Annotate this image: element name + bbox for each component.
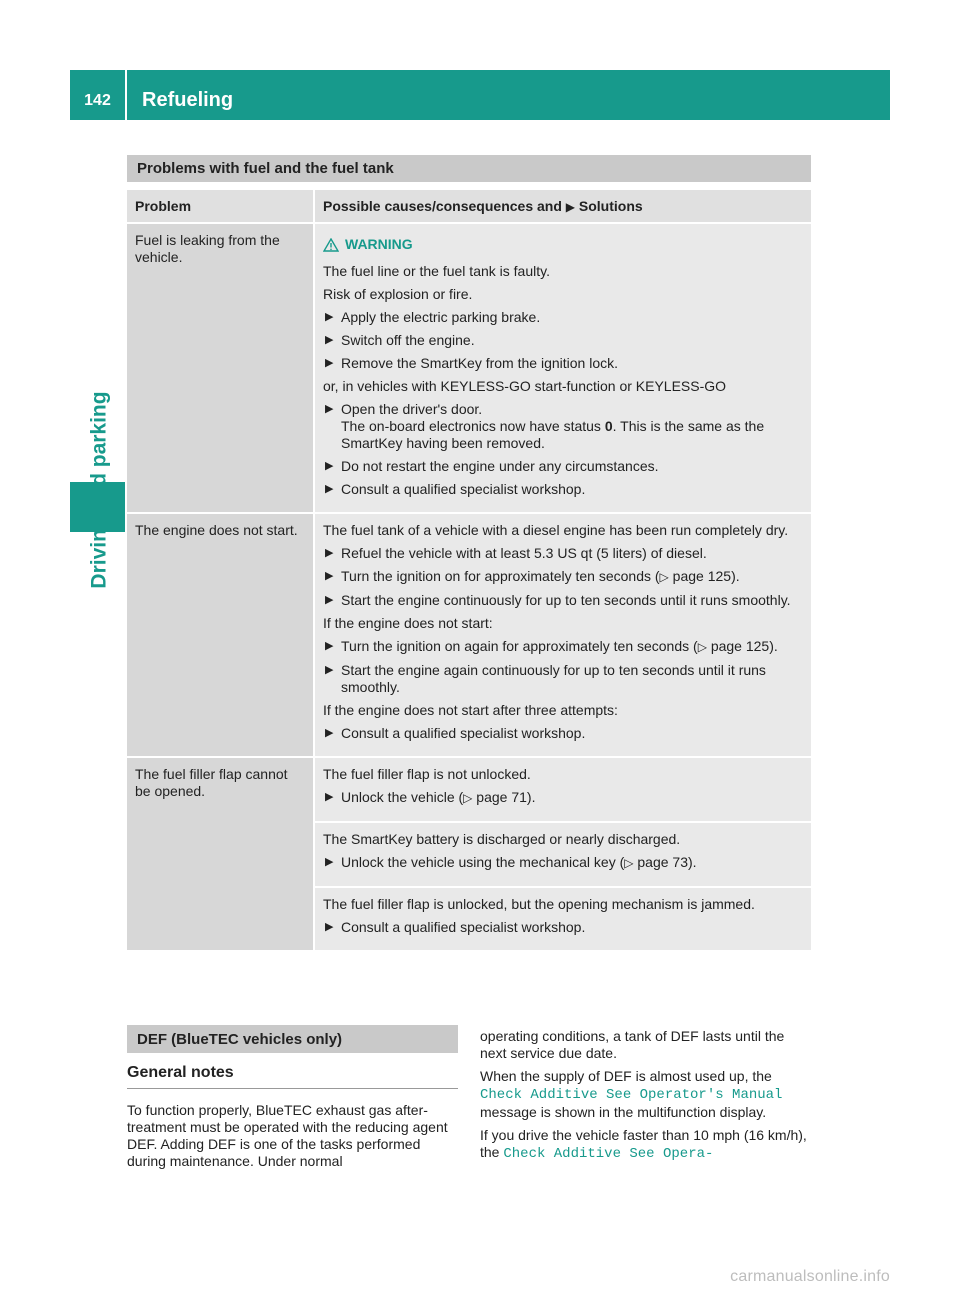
cause-text: The fuel filler flap is not unlocked. bbox=[323, 766, 531, 782]
def-column-right bbox=[480, 1028, 810, 1169]
instruction-step: ▶ Consult a qualified specialist workshop. bbox=[325, 919, 586, 935]
step-arrow-icon: ▶ bbox=[325, 357, 334, 369]
page-ref-icon: ▷ bbox=[697, 640, 707, 654]
def-paragraph: When the supply of DEF is almost used up, the Check Additive See Operator's Manual message is shown in the multifunction display. bbox=[480, 1068, 783, 1120]
instruction-step: ▶ Open the driver's door. The on-board electronics now have status 0. This is the same as the SmartKey having been removed. bbox=[325, 401, 765, 451]
instruction-step: ▶ Consult a qualified specialist workshop. bbox=[325, 725, 586, 741]
solution-block bbox=[315, 224, 811, 512]
page-reference[interactable]: page 125 bbox=[672, 568, 732, 584]
instruction-step: ▶ Apply the electric parking brake. bbox=[325, 309, 541, 325]
display-message: Check Additive See Opera‑ bbox=[503, 1146, 714, 1162]
table-row bbox=[127, 224, 811, 512]
header-problem: Problem bbox=[127, 190, 313, 222]
step-arrow-icon: ▶ bbox=[325, 664, 334, 676]
status-value: 0 bbox=[604, 418, 613, 434]
table-row bbox=[127, 514, 811, 756]
problem-cell: The fuel filler flap cannot be opened. bbox=[127, 758, 313, 950]
problem-cell: The engine does not start. bbox=[127, 514, 313, 756]
step-arrow-icon: ▶ bbox=[325, 594, 334, 606]
table-row bbox=[127, 758, 811, 950]
solution-block bbox=[315, 823, 811, 886]
instruction-step: ▶ Refuel the vehicle with at least 5.3 US qt (5 liters) of diesel. bbox=[325, 545, 707, 561]
solutions-cell bbox=[315, 514, 811, 756]
section-title: Refueling bbox=[142, 89, 234, 111]
def-intro-text: To function properly, BlueTEC exhaust gas aftertreatment must be operated with the reducing agent DEF. Adding DEF is one of the tasks performed during maintenance. Under normal bbox=[127, 1102, 448, 1169]
page-header bbox=[70, 70, 890, 120]
consequence-text: Risk of explosion or fire. bbox=[323, 286, 473, 302]
solutions-cell bbox=[315, 758, 811, 950]
instruction-step: ▶ Turn the ignition on again for approximately ten seconds (▷ page 125). bbox=[325, 638, 778, 654]
instruction-step: ▶ Consult a qualified specialist workshop. bbox=[325, 481, 586, 497]
step-arrow-icon: ▶ bbox=[325, 311, 334, 323]
arrow-right-icon: ▶ bbox=[565, 200, 576, 214]
page-ref-icon: ▷ bbox=[463, 791, 473, 805]
solution-block bbox=[315, 888, 811, 950]
page-number: 142 bbox=[84, 92, 111, 109]
watermark: carmanualsonline.info bbox=[730, 1268, 890, 1285]
cause-text: The fuel filler flap is unlocked, but the opening mechanism is jammed. bbox=[323, 896, 755, 912]
instruction-step: ▶ Unlock the vehicle using the mechanical key (▷ page 73). bbox=[325, 854, 697, 870]
display-message: Check Additive See Operator's Manual bbox=[480, 1087, 783, 1103]
table-title: Problems with fuel and the fuel tank bbox=[127, 155, 811, 182]
def-paragraph: operating conditions, a tank of DEF lasts until the next service due date. bbox=[480, 1028, 785, 1061]
step-arrow-icon: ▶ bbox=[325, 921, 334, 933]
fuel-problems-table bbox=[127, 155, 811, 950]
page-reference[interactable]: page 73 bbox=[637, 854, 688, 870]
condition-text: If the engine does not start: bbox=[323, 615, 493, 631]
instruction-step: ▶ Start the engine continuously for up to ten seconds until it runs smoothly. bbox=[325, 592, 791, 608]
solution-block bbox=[315, 758, 811, 821]
step-arrow-icon: ▶ bbox=[325, 460, 334, 472]
def-section-title: DEF (BlueTEC vehicles only) bbox=[127, 1025, 458, 1053]
def-subtitle: General notes bbox=[127, 1064, 458, 1089]
step-arrow-icon: ▶ bbox=[325, 547, 334, 559]
warning-triangle-icon bbox=[323, 238, 339, 252]
instruction-step: ▶ Switch off the engine. bbox=[325, 332, 475, 348]
header-solutions-prefix: Possible causes/consequences and bbox=[323, 198, 562, 214]
side-tab-marker bbox=[70, 482, 125, 532]
instruction-step: ▶ Do not restart the engine under any circumstances. bbox=[325, 458, 659, 474]
header-solutions bbox=[315, 190, 811, 222]
instruction-step: ▶ Start the engine again continuously for up to ten seconds until it runs smoothly. bbox=[325, 662, 766, 695]
page-reference[interactable]: page 71 bbox=[476, 789, 527, 805]
step-arrow-icon: ▶ bbox=[325, 570, 334, 582]
step-arrow-icon: ▶ bbox=[325, 334, 334, 346]
header-solutions-suffix: Solutions bbox=[578, 198, 643, 214]
condition-text: or, in vehicles with KEYLESS-GO start-function or KEYLESS-GO bbox=[323, 378, 727, 394]
instruction-step: ▶ Remove the SmartKey from the ignition lock. bbox=[325, 355, 619, 371]
cause-text: The SmartKey battery is discharged or nearly discharged. bbox=[323, 831, 681, 847]
step-arrow-icon: ▶ bbox=[325, 483, 334, 495]
def-paragraph: If you drive the vehicle faster than 10 mph (16 km/h), the Check Additive See Opera‑ bbox=[480, 1127, 807, 1162]
warning-heading bbox=[323, 236, 803, 253]
cause-text: The fuel line or the fuel tank is faulty. bbox=[323, 263, 550, 279]
solution-block bbox=[315, 514, 811, 756]
page-reference[interactable]: page 125 bbox=[710, 638, 770, 654]
page-ref-icon: ▷ bbox=[624, 856, 634, 870]
condition-text: If the engine does not start after three attempts: bbox=[323, 702, 618, 718]
header-divider bbox=[125, 70, 127, 120]
table-header bbox=[127, 190, 811, 222]
step-arrow-icon: ▶ bbox=[325, 640, 334, 652]
warning-label: WARNING bbox=[345, 236, 413, 252]
step-arrow-icon: ▶ bbox=[325, 403, 334, 415]
instruction-step: ▶ Unlock the vehicle (▷ page 71). bbox=[325, 789, 536, 805]
solutions-cell bbox=[315, 224, 811, 512]
step-arrow-icon: ▶ bbox=[325, 856, 334, 868]
cause-text: The fuel tank of a vehicle with a diesel engine has been run completely dry. bbox=[323, 522, 789, 538]
step-arrow-icon: ▶ bbox=[325, 727, 334, 739]
page-ref-icon: ▷ bbox=[659, 570, 669, 584]
problem-cell: Fuel is leaking from the vehicle. bbox=[127, 224, 313, 512]
instruction-step: ▶ Turn the ignition on for approximately ten seconds (▷ page 125). bbox=[325, 568, 740, 584]
step-arrow-icon: ▶ bbox=[325, 791, 334, 803]
